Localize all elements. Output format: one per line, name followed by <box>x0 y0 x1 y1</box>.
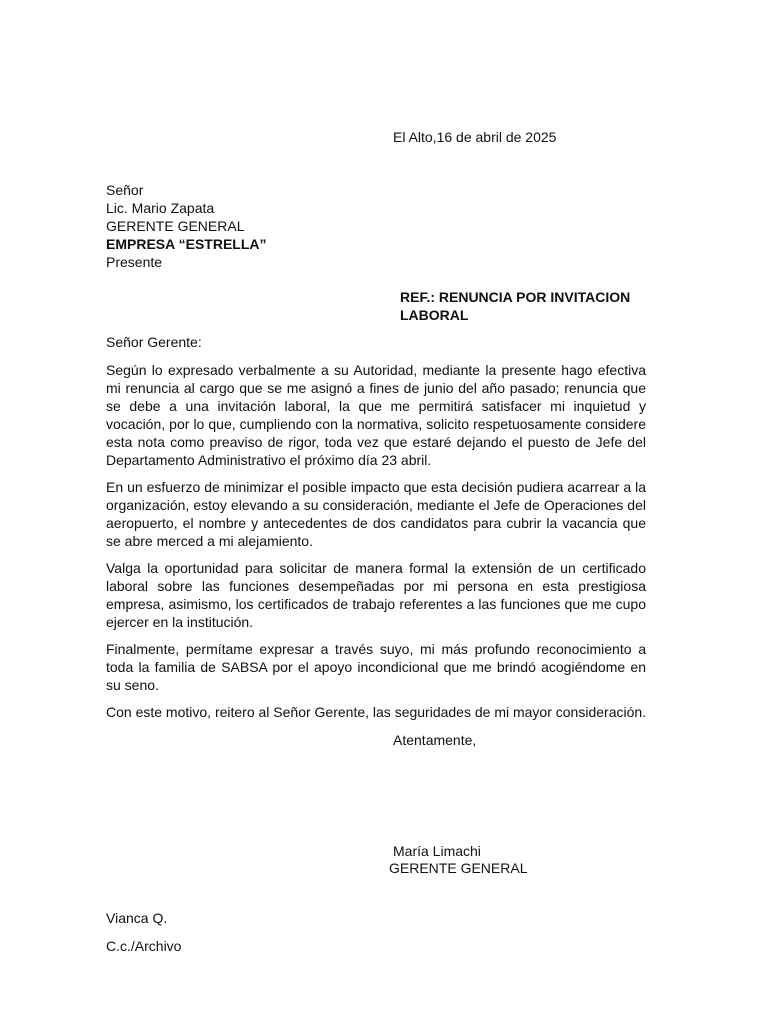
recipient-honorific: Señor <box>106 182 144 198</box>
salutation: Señor Gerente: <box>106 334 202 350</box>
typist-initials: Vianca Q. <box>106 910 168 926</box>
closing-line: Con este motivo, reitero al Señor Gerente, las seguridades de mi mayor consideración. <box>106 704 647 720</box>
recipient-title: GERENTE GENERAL <box>106 218 245 234</box>
cc-note: C.c./Archivo <box>106 938 182 954</box>
body-paragraph: Valga la oportunidad para solicitar de manera formal la extensión de un certificado laboral sobre las funciones desempeñadas por mi persona en esta prestigiosa empresa, asimismo, los certificados de trabajo referentes a las funciones que me cupo ejercer en la institución. <box>106 560 646 630</box>
valediction: Atentamente, <box>393 732 477 748</box>
letter-date: El Alto,16 de abril de 2025 <box>393 129 557 145</box>
signature-name: María Limachi <box>393 843 481 859</box>
body-paragraph: Finalmente, permítame expresar a través suyo, mi más profundo reconocimiento a toda la familia de SABSA por el apoyo incondicional que me brindó acogiéndome en su seno. <box>106 641 646 693</box>
recipient-company: EMPRESA “ESTRELLA” <box>106 236 267 252</box>
body-paragraph: En un esfuerzo de minimizar el posible impacto que esta decisión pudiera acarrear a la organización, estoy elevando a su consideración, mediante el Jefe de Operaciones del aeropuerto, el nombre y antecedentes de dos candidatos para cubrir la vacancia que se abre merced a mi alejamiento. <box>106 479 646 549</box>
recipient-name: Lic. Mario Zapata <box>106 200 215 216</box>
reference-line: REF.: RENUNCIA POR INVITACION LABORAL <box>400 289 631 323</box>
signature-title: GERENTE GENERAL <box>389 860 528 876</box>
recipient-block <box>106 181 267 271</box>
body-paragraph: Según lo expresado verbalmente a su Autoridad, mediante la presente hago efectiva mi renuncia al cargo que se me asignó a fines de junio del año pasado; renuncia que se debe a una invitación laboral, la que me permitirá satisfacer mi inquietud y vocación, por lo que, cumpliendo con la normativa, solicito respetuosamente considere esta nota como preaviso de rigor, toda vez que estaré dejando el puesto de Jefe del Departamento Administrativo el próximo día 23 abril. <box>106 362 646 468</box>
recipient-presente: Presente <box>106 254 163 270</box>
letter-body <box>106 361 646 703</box>
